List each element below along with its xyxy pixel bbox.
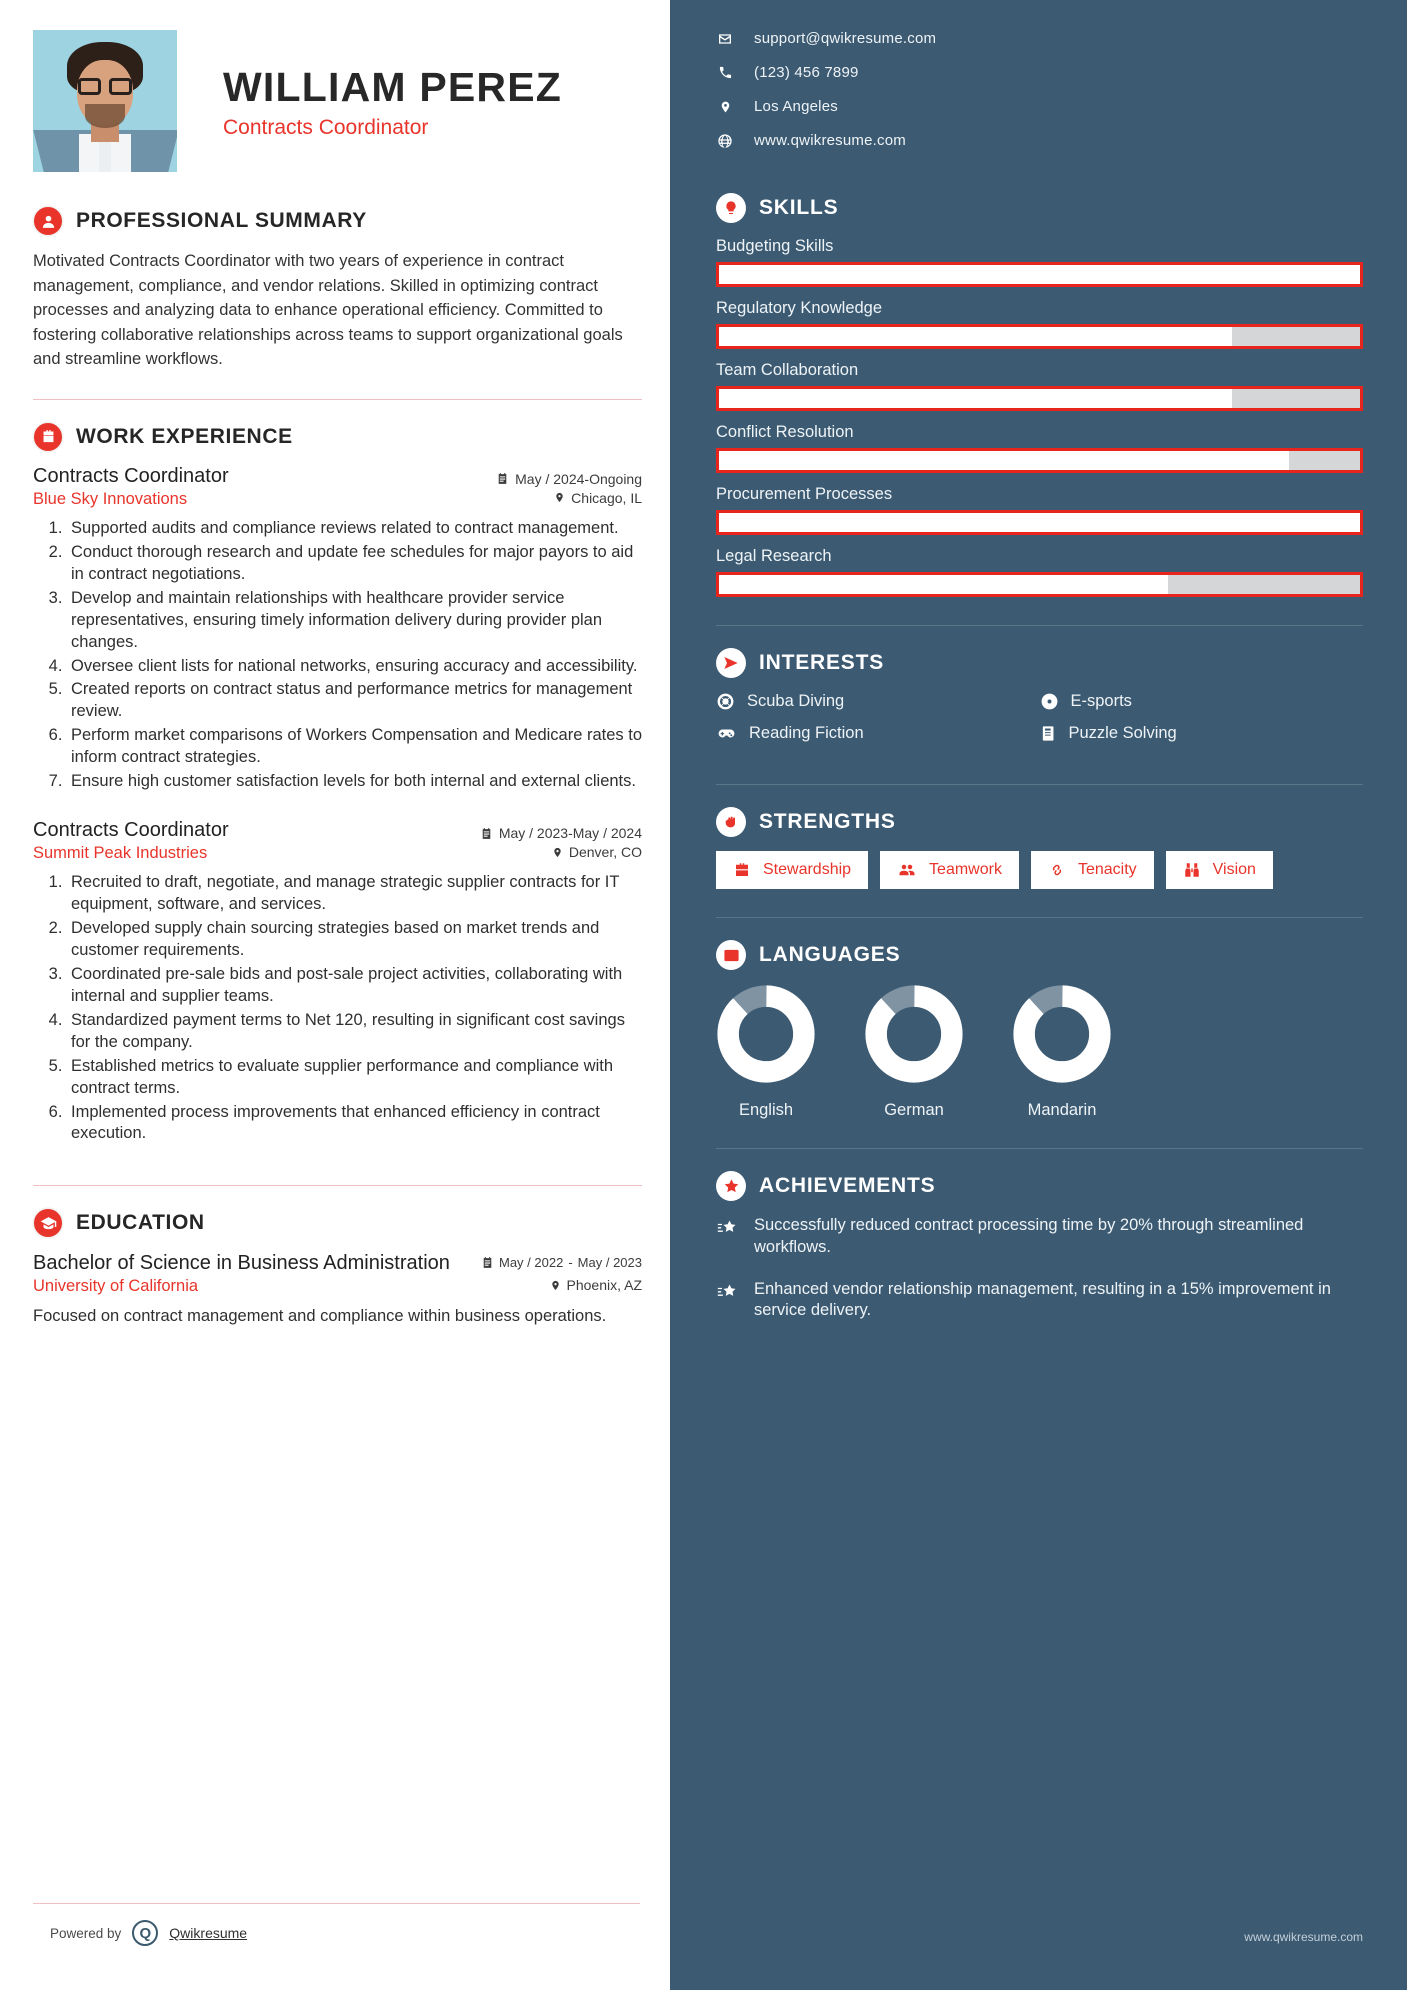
job-bullets: [67, 518, 642, 793]
graduation-cap-icon: [33, 1208, 63, 1238]
location-pin-icon: [716, 99, 734, 115]
shooting-star-icon: [716, 1218, 738, 1238]
language-item: [864, 984, 964, 1120]
lightbulb-icon: [716, 193, 746, 223]
user-circle-icon: [33, 206, 63, 236]
briefcase-badge-icon: [33, 422, 63, 452]
resume-header: [33, 30, 642, 172]
achievement-item: [716, 1215, 1363, 1259]
skill-row: [716, 361, 1363, 411]
skill-fill: [719, 265, 1360, 284]
interests-list: [716, 692, 1363, 756]
book-icon: [1040, 724, 1057, 743]
job-dates: May / 2023-May / 2024: [480, 819, 642, 841]
achievement-text: Successfully reduced contract processing time by 20% through streamlined workflows.: [754, 1216, 1304, 1256]
divider: [716, 625, 1363, 626]
resume-main-column: [0, 0, 670, 1990]
section-header-skills: [716, 193, 1363, 223]
skill-row: [716, 547, 1363, 597]
list-item: 6. Implemented process improvements that enhanced efficiency in contract execution.: [67, 1102, 642, 1146]
resume-sidebar: [670, 0, 1407, 1990]
divider: [33, 1903, 640, 1904]
language-icon: [716, 940, 746, 970]
list-item: 4. Standardized payment terms to Net 120, resulting in significant cost savings for the company.: [67, 1010, 642, 1054]
section-header-education: [33, 1208, 642, 1238]
fist-raised-icon: [716, 807, 746, 837]
interest-label: Puzzle Solving: [1068, 724, 1177, 742]
education-date-start: May / 2022: [499, 1254, 564, 1270]
divider: [33, 1185, 642, 1186]
achievement-text: Enhanced vendor relationship management, resulting in a 15% improvement in service delivery.: [754, 1279, 1331, 1320]
language-item: [716, 984, 816, 1120]
skill-bar: [716, 448, 1363, 473]
sidebar-footer-site: www.qwikresume.com: [1244, 1930, 1363, 1944]
strength-chip: [716, 851, 868, 889]
skill-bar: [716, 510, 1363, 535]
education-school: University of California: [33, 1277, 199, 1296]
skill-fill: [719, 327, 1232, 346]
skill-bar: [716, 324, 1363, 349]
list-item: 2. Conduct thorough research and update fee schedules for major payors to aid in contract negotiations.: [67, 542, 642, 586]
education-description: Focused on contract management and compliance within business operations.: [33, 1307, 607, 1326]
contact-item-location: [716, 98, 1363, 115]
section-header-languages: [716, 940, 1363, 970]
education-date-end: May / 2023: [577, 1254, 642, 1270]
list-item: 2. Developed supply chain sourcing strategies based on market trends and customer requirements.: [67, 918, 642, 962]
language-donut-chart: [864, 984, 964, 1084]
list-item: 6. Perform market comparisons of Workers Compensation and Medicare rates to inform contract strategies.: [67, 725, 642, 769]
location-pin-icon: [554, 491, 565, 504]
gamepad-icon: [716, 724, 737, 743]
skill-row: [716, 485, 1363, 535]
list-item: 3. Develop and maintain relationships with healthcare provider service representatives, ensuring timely information delivery during provider plan changes.: [67, 588, 642, 654]
contact-list: [716, 30, 1363, 149]
skill-label: Budgeting Skills: [716, 237, 834, 255]
list-item: 4. Oversee client lists for national networks, ensuring accuracy and accessibility.: [67, 656, 642, 678]
list-item: 3. Coordinated pre-sale bids and post-sale project activities, collaborating with internal and supplier teams.: [67, 964, 642, 1008]
section-header-experience: [33, 422, 642, 452]
language-donut-chart: [716, 984, 816, 1084]
contact-location: Los Angeles: [754, 98, 838, 115]
life-ring-icon: [716, 692, 735, 711]
skill-row: [716, 299, 1363, 349]
skill-label: Legal Research: [716, 547, 832, 565]
profile-photo: [33, 30, 177, 172]
qwikresume-link[interactable]: Qwikresume: [169, 1925, 248, 1941]
job-title: Contracts Coordinator: [33, 464, 229, 487]
strength-label: Stewardship: [763, 861, 852, 878]
section-header-achievements: [716, 1171, 1363, 1201]
paper-plane-icon: [716, 648, 746, 678]
interest-label: Reading Fiction: [749, 724, 864, 742]
section-header-interests: [716, 648, 1363, 678]
languages-list: [716, 984, 1363, 1120]
job-dates: May / 2024-Ongoing: [496, 465, 642, 487]
education-dates: May / 2022 - May / 2023: [481, 1251, 642, 1270]
section-title-education: EDUCATION: [76, 1211, 205, 1235]
skill-fill: [719, 389, 1232, 408]
skills-list: [716, 237, 1363, 597]
job-location: Denver, CO: [552, 844, 642, 860]
skill-label: Team Collaboration: [716, 361, 859, 379]
interest-item: [716, 724, 1040, 743]
section-header-strengths: [716, 807, 1363, 837]
location-pin-icon: [550, 1279, 561, 1292]
skill-row: [716, 423, 1363, 473]
achievement-item: [716, 1279, 1363, 1323]
star-badge-icon: [716, 1171, 746, 1201]
location-pin-icon: [552, 846, 563, 859]
job-company: Summit Peak Industries: [33, 844, 208, 863]
shooting-star-icon: [716, 1282, 738, 1302]
job-bullets: [67, 872, 642, 1145]
language-label: German: [884, 1101, 944, 1119]
experience-entry: [33, 465, 642, 793]
skill-fill: [719, 575, 1168, 594]
job-company: Blue Sky Innovations: [33, 489, 188, 508]
education-entry: [33, 1251, 642, 1329]
contact-item-email[interactable]: [716, 30, 1363, 47]
contact-phone: (123) 456 7899: [754, 64, 859, 81]
education-location: Phoenix, AZ: [550, 1277, 643, 1293]
section-title-strengths: STRENGTHS: [759, 810, 896, 833]
language-label: English: [738, 1101, 794, 1119]
strength-label: Tenacity: [1077, 861, 1137, 878]
section-title-skills: SKILLS: [759, 196, 839, 219]
list-item: 5. Created reports on contract status and performance metrics for management review.: [67, 679, 642, 723]
list-item: 1. Recruited to draft, negotiate, and manage strategic supplier contracts for IT equipment, software, and services.: [67, 872, 642, 916]
job-location: Chicago, IL: [554, 490, 642, 506]
skill-bar: [716, 572, 1363, 597]
page-title: WILLIAM PEREZ: [223, 64, 563, 110]
language-item: [1012, 984, 1112, 1120]
skill-bar: [716, 262, 1363, 287]
binoculars-icon: [1183, 861, 1201, 879]
strength-chip: [1166, 851, 1273, 889]
interest-item: [1040, 724, 1364, 743]
calendar-icon: [481, 1256, 494, 1269]
achievements-list: [716, 1215, 1363, 1322]
list-item: 5. Established metrics to evaluate supplier performance and compliance with contract terms.: [67, 1056, 642, 1100]
job-title: Contracts Coordinator: [33, 819, 229, 842]
phone-icon: [716, 65, 734, 80]
contact-email: support@qwikresume.com: [754, 30, 937, 47]
strength-label: Teamwork: [929, 861, 1002, 878]
briefcase-icon: [733, 861, 751, 879]
strength-chip: [1031, 851, 1154, 889]
contact-website: www.qwikresume.com: [754, 132, 906, 149]
users-icon: [897, 861, 917, 879]
divider: [716, 784, 1363, 785]
education-degree: Bachelor of Science in Business Administration: [33, 1252, 450, 1275]
language-donut-chart: [1012, 984, 1112, 1084]
skill-label: Regulatory Knowledge: [716, 299, 883, 317]
interest-label: E-sports: [1070, 692, 1132, 710]
section-title-interests: INTERESTS: [759, 651, 885, 674]
language-label: Mandarin: [1027, 1101, 1097, 1119]
summary-text: Motivated Contracts Coordinator with two years of experience in contract management, compliance, and vendor relations. Skilled in optimizing contract processes and analyzing data to enhance operational efficiency. Committed to fostering collaborative relationships across teams to support organizational goals and streamline workflows.: [33, 252, 623, 369]
skill-label: Procurement Processes: [716, 485, 893, 503]
experience-entry: [33, 819, 642, 1145]
qwikresume-logo-icon: Q: [132, 1920, 158, 1946]
skill-label: Conflict Resolution: [716, 423, 854, 441]
skill-fill: [719, 513, 1360, 532]
skill-row: [716, 237, 1363, 287]
footer: [33, 1903, 640, 1946]
interest-item: [716, 692, 1040, 711]
strengths-list: [716, 851, 1363, 889]
calendar-icon: [480, 827, 493, 840]
link-icon: [1048, 861, 1066, 879]
contact-item-website[interactable]: [716, 132, 1363, 149]
calendar-icon: [496, 472, 509, 485]
strength-label: Vision: [1212, 861, 1256, 878]
section-title-languages: LANGUAGES: [759, 943, 901, 966]
section-title-summary: PROFESSIONAL SUMMARY: [76, 209, 367, 232]
strength-chip: [880, 851, 1019, 889]
job-role-subtitle: Contracts Coordinator: [223, 116, 429, 140]
contact-item-phone[interactable]: [716, 64, 1363, 81]
divider: [716, 1148, 1363, 1149]
envelope-icon: [716, 31, 734, 47]
interest-label: Scuba Diving: [747, 692, 845, 710]
skill-bar: [716, 386, 1363, 411]
skill-fill: [719, 451, 1289, 470]
compact-disc-icon: [1040, 692, 1059, 711]
section-header-summary: [33, 206, 642, 236]
globe-icon: [716, 133, 734, 149]
list-item: 7. Ensure high customer satisfaction levels for both internal and external clients.: [67, 771, 642, 793]
powered-by-label: Powered by: [50, 1925, 122, 1941]
section-title-experience: WORK EXPERIENCE: [76, 424, 293, 448]
interest-item: [1040, 692, 1364, 711]
divider: [716, 917, 1363, 918]
divider: [33, 399, 642, 400]
section-title-achievements: ACHIEVEMENTS: [759, 1174, 936, 1197]
list-item: 1. Supported audits and compliance reviews related to contract management.: [67, 518, 642, 540]
